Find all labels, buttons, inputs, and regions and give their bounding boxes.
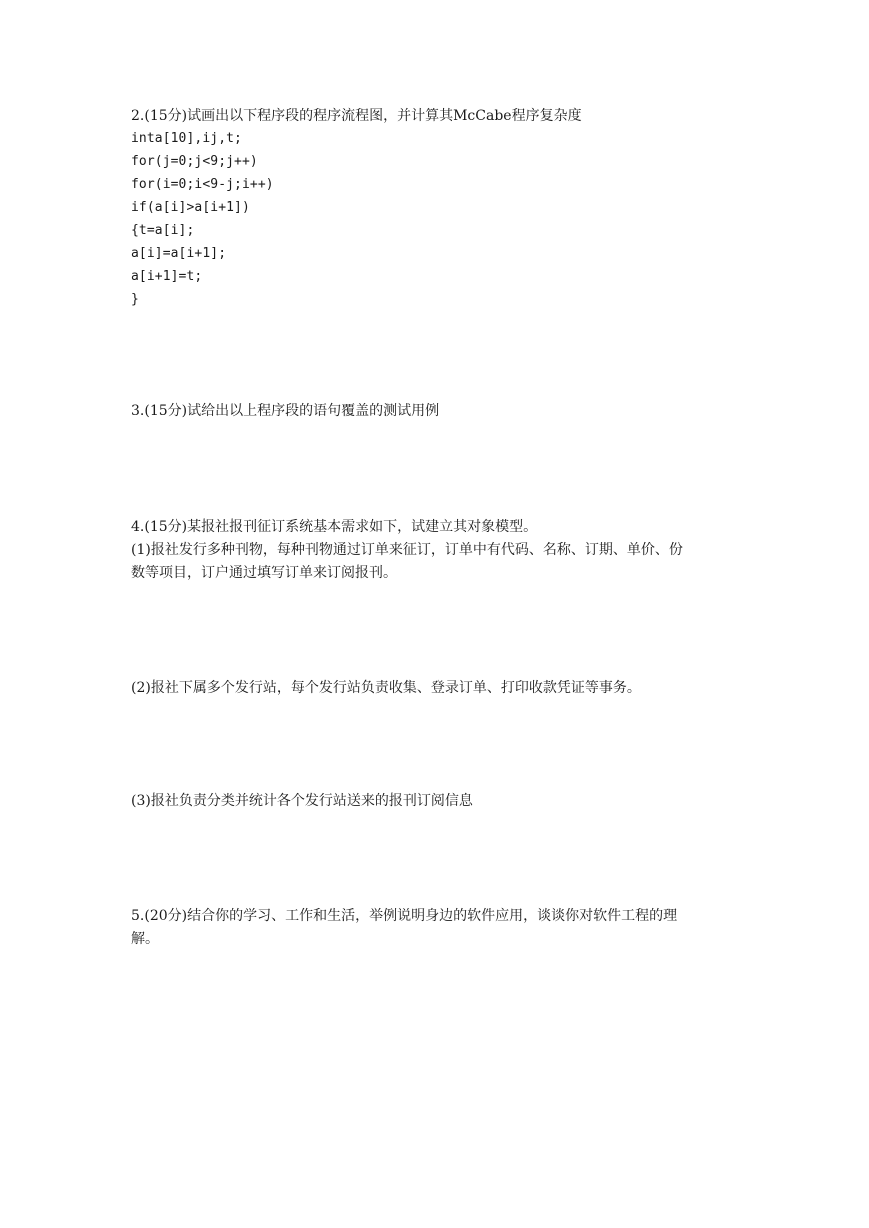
question-2-prompt: 2.(15分)试画出以下程序段的程序流程图，并计算其McCabe程序复杂度 [131,108,582,124]
code-line-2: for(j=0;j<9;j++) [131,154,258,169]
question-3-prompt: 3.(15分)试给出以上程序段的语句覆盖的测试用例 [131,403,440,419]
code-line-3: for(i=0;i<9-j;i++) [131,177,274,192]
question-5-line-1: 5.(20分)结合你的学习、工作和生活，举例说明身边的软件应用，谈谈你对软件工程的理 [131,908,678,924]
question-5-line-2: 解。 [131,931,159,947]
question-4-item-1-line-1: (1)报社发行多种刊物，每种刊物通过订单来征订，订单中有代码、名称、订期、单价、份 [131,542,683,558]
code-line-4: if(a[i]>a[i+1]) [131,200,250,215]
question-4-prompt: 4.(15分)某报社报刊征订系统基本需求如下，试建立其对象模型。 [131,519,538,535]
code-line-8: } [131,292,139,307]
code-line-5: {t=a[i]; [131,223,195,238]
question-4-item-2: (2)报社下属多个发行站，每个发行站负责收集、登录订单、打印收款凭证等事务。 [131,680,641,696]
code-line-7: a[i+1]=t; [131,269,203,284]
question-4-item-1-line-2: 数等项目，订户通过填写订单来订阅报刊。 [131,565,397,581]
code-line-1: inta[10],ij,t; [131,131,242,146]
question-4-item-3: (3)报社负责分类并统计各个发行站送来的报刊订阅信息 [131,793,473,809]
code-line-6: a[i]=a[i+1]; [131,246,227,261]
